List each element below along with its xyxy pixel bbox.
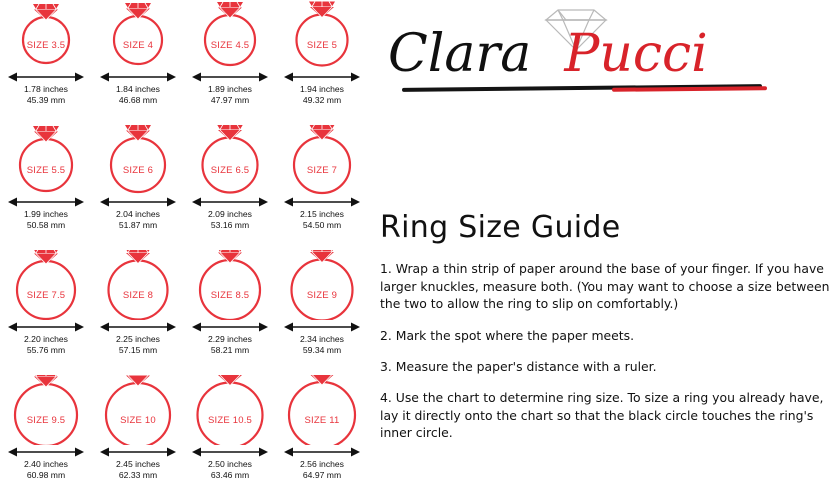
- measure-arrow: [184, 445, 276, 459]
- measurement-mm: 58.21 mm: [210, 344, 250, 355]
- ring-illustration: [92, 250, 184, 326]
- ring-measurement: [184, 84, 276, 105]
- measurement-mm: 47.97 mm: [210, 94, 250, 105]
- ring-icon: [276, 375, 368, 445]
- ring-size-label: SIZE 6.5: [210, 165, 250, 176]
- ring-illustration: [276, 125, 368, 201]
- ring-illustration: [184, 375, 276, 451]
- measure-arrow: [0, 320, 92, 334]
- measure-arrow: [184, 320, 276, 334]
- measure-arrow: [0, 195, 92, 209]
- measurement-mm: 51.87 mm: [118, 219, 158, 230]
- ring-icon: [184, 0, 276, 70]
- right-column: [372, 0, 839, 501]
- ring-size-label: SIZE 10.5: [207, 415, 253, 426]
- instruction-list: [380, 248, 832, 456]
- ring-measurement: [92, 209, 184, 230]
- ring-icon: [0, 375, 92, 445]
- ring-size-label: SIZE 11: [304, 415, 340, 426]
- measurement-inches: 2.09 inches: [208, 209, 252, 219]
- ring-illustration: [0, 250, 92, 326]
- ring-illustration: [0, 125, 92, 201]
- measurement-mm: 63.46 mm: [210, 469, 250, 480]
- ring-size-label: SIZE 8: [122, 290, 154, 301]
- ring-measurement: [184, 459, 276, 480]
- brand-name: [388, 24, 788, 84]
- ring-size-cell: [276, 0, 368, 125]
- measurement-inches: 2.20 inches: [24, 334, 68, 344]
- brand-name-second: Pucci: [564, 24, 708, 84]
- measure-arrow: [0, 70, 92, 84]
- instruction-step: 3. Measure the paper's distance with a ruler.: [380, 359, 657, 375]
- ring-measurement: [276, 84, 368, 105]
- ring-measurement: [184, 334, 276, 355]
- instruction-step: 1. Wrap a thin strip of paper around the base of your finger. If you have larger knuckles, measure both. (You may want to choose a size between the two to allow the ring to slip on comfortably.): [380, 261, 830, 312]
- ring-measurement: [0, 84, 92, 105]
- ring-measurement: [276, 209, 368, 230]
- ring-size-cell: [184, 0, 276, 125]
- brand-logo: [380, 4, 780, 108]
- ring-icon: [0, 250, 92, 320]
- measurement-inches: 1.99 inches: [24, 209, 68, 219]
- ring-icon: [184, 375, 276, 445]
- ring-size-cell: [92, 250, 184, 375]
- brand-name-first: Clara: [388, 24, 532, 84]
- measure-arrow: [92, 70, 184, 84]
- ring-illustration: [92, 375, 184, 451]
- ring-illustration: [184, 0, 276, 76]
- measurement-inches: 2.50 inches: [208, 459, 252, 469]
- ring-icon: [0, 0, 92, 70]
- ring-illustration: [184, 250, 276, 326]
- measurement-inches: 2.04 inches: [116, 209, 160, 219]
- measurement-mm: 50.58 mm: [26, 219, 66, 230]
- ring-icon: [0, 125, 92, 195]
- ring-size-label: SIZE 4: [122, 40, 154, 51]
- ring-size-label: SIZE 8.5: [210, 290, 250, 301]
- ring-icon: [276, 125, 368, 195]
- measure-arrow: [92, 320, 184, 334]
- ring-illustration: [0, 0, 92, 76]
- measurement-inches: 1.84 inches: [116, 84, 160, 94]
- ring-measurement: [276, 334, 368, 355]
- ring-measurement: [92, 334, 184, 355]
- ring-size-label: SIZE 5.5: [26, 165, 66, 176]
- ring-size-label: SIZE 9.5: [26, 415, 66, 426]
- measurement-inches: 2.40 inches: [24, 459, 68, 469]
- instruction-step: 2. Mark the spot where the paper meets.: [380, 327, 635, 343]
- ring-icon: [184, 250, 276, 320]
- ring-size-label: SIZE 5: [306, 40, 338, 51]
- ring-size-cell: [0, 250, 92, 375]
- ring-icon: [184, 125, 276, 195]
- ring-size-cell: [276, 375, 368, 500]
- logo-underline-red: [612, 86, 767, 92]
- ring-size-cell: [92, 375, 184, 500]
- ring-icon: [92, 250, 184, 320]
- ring-illustration: [92, 0, 184, 76]
- ring-illustration: [92, 125, 184, 201]
- ring-size-label: SIZE 6: [122, 165, 154, 176]
- measure-arrow: [92, 445, 184, 459]
- ring-icon: [276, 250, 368, 320]
- measure-arrow: [276, 195, 368, 209]
- ring-size-label: SIZE 9: [306, 290, 338, 301]
- ring-size-cell: [276, 125, 368, 250]
- measurement-mm: 59.34 mm: [302, 344, 342, 355]
- measurement-inches: 2.56 inches: [300, 459, 344, 469]
- measurement-mm: 55.76 mm: [26, 344, 66, 355]
- ring-size-cell: [184, 250, 276, 375]
- measurement-mm: 64.97 mm: [302, 469, 342, 480]
- ring-size-cell: [184, 375, 276, 500]
- measurement-mm: 53.16 mm: [210, 219, 250, 230]
- measurement-mm: 54.50 mm: [302, 219, 342, 230]
- measurement-inches: 2.45 inches: [116, 459, 160, 469]
- measurement-mm: 45.39 mm: [26, 94, 66, 105]
- ring-measurement: [92, 459, 184, 480]
- ring-measurement: [184, 209, 276, 230]
- ring-icon: [92, 375, 184, 445]
- measure-arrow: [276, 70, 368, 84]
- measurement-inches: 2.15 inches: [300, 209, 344, 219]
- ring-size-cell: [0, 125, 92, 250]
- ring-measurement: [0, 334, 92, 355]
- ring-icon: [276, 0, 368, 70]
- ring-size-label: SIZE 7.5: [26, 290, 66, 301]
- ring-illustration: [276, 0, 368, 76]
- ring-size-cell: [92, 0, 184, 125]
- ring-illustration: [184, 125, 276, 201]
- measure-arrow: [184, 70, 276, 84]
- ring-size-label: SIZE 4.5: [210, 40, 250, 51]
- ring-icon: [92, 125, 184, 195]
- measurement-inches: 2.25 inches: [116, 334, 160, 344]
- ring-measurement: [0, 209, 92, 230]
- ring-size-cell: [276, 250, 368, 375]
- measurement-mm: 57.15 mm: [118, 344, 158, 355]
- ring-measurement: [0, 459, 92, 480]
- page-title: Ring Size Guide: [380, 210, 621, 246]
- ring-illustration: [0, 375, 92, 451]
- measurement-inches: 1.94 inches: [300, 84, 344, 94]
- measurement-mm: 49.32 mm: [302, 94, 342, 105]
- ring-size-cell: [92, 125, 184, 250]
- measurement-inches: 2.34 inches: [300, 334, 344, 344]
- measurement-mm: 46.68 mm: [118, 94, 158, 105]
- measurement-inches: 2.29 inches: [208, 334, 252, 344]
- measure-arrow: [92, 195, 184, 209]
- ring-illustration: [276, 250, 368, 326]
- measurement-inches: 1.89 inches: [208, 84, 252, 94]
- ring-measurement: [92, 84, 184, 105]
- ring-size-chart: [0, 0, 368, 501]
- measure-arrow: [184, 195, 276, 209]
- ring-icon: [92, 0, 184, 70]
- ring-size-label: SIZE 7: [306, 165, 338, 176]
- measurement-mm: 60.98 mm: [26, 469, 66, 480]
- measure-arrow: [0, 445, 92, 459]
- ring-size-cell: [184, 125, 276, 250]
- measurement-mm: 62.33 mm: [118, 469, 158, 480]
- measure-arrow: [276, 445, 368, 459]
- measurement-inches: 1.78 inches: [24, 84, 68, 94]
- ring-illustration: [276, 375, 368, 451]
- ring-size-cell: [0, 0, 92, 125]
- ring-size-label: SIZE 3.5: [26, 40, 66, 51]
- ring-size-label: SIZE 10: [120, 415, 156, 426]
- ring-measurement: [276, 459, 368, 480]
- instruction-step: 4. Use the chart to determine ring size. To size a ring you already have, lay it directly onto the chart so that the black circle touches the ring's inner circle.: [380, 390, 824, 441]
- measure-arrow: [276, 320, 368, 334]
- ring-size-cell: [0, 375, 92, 500]
